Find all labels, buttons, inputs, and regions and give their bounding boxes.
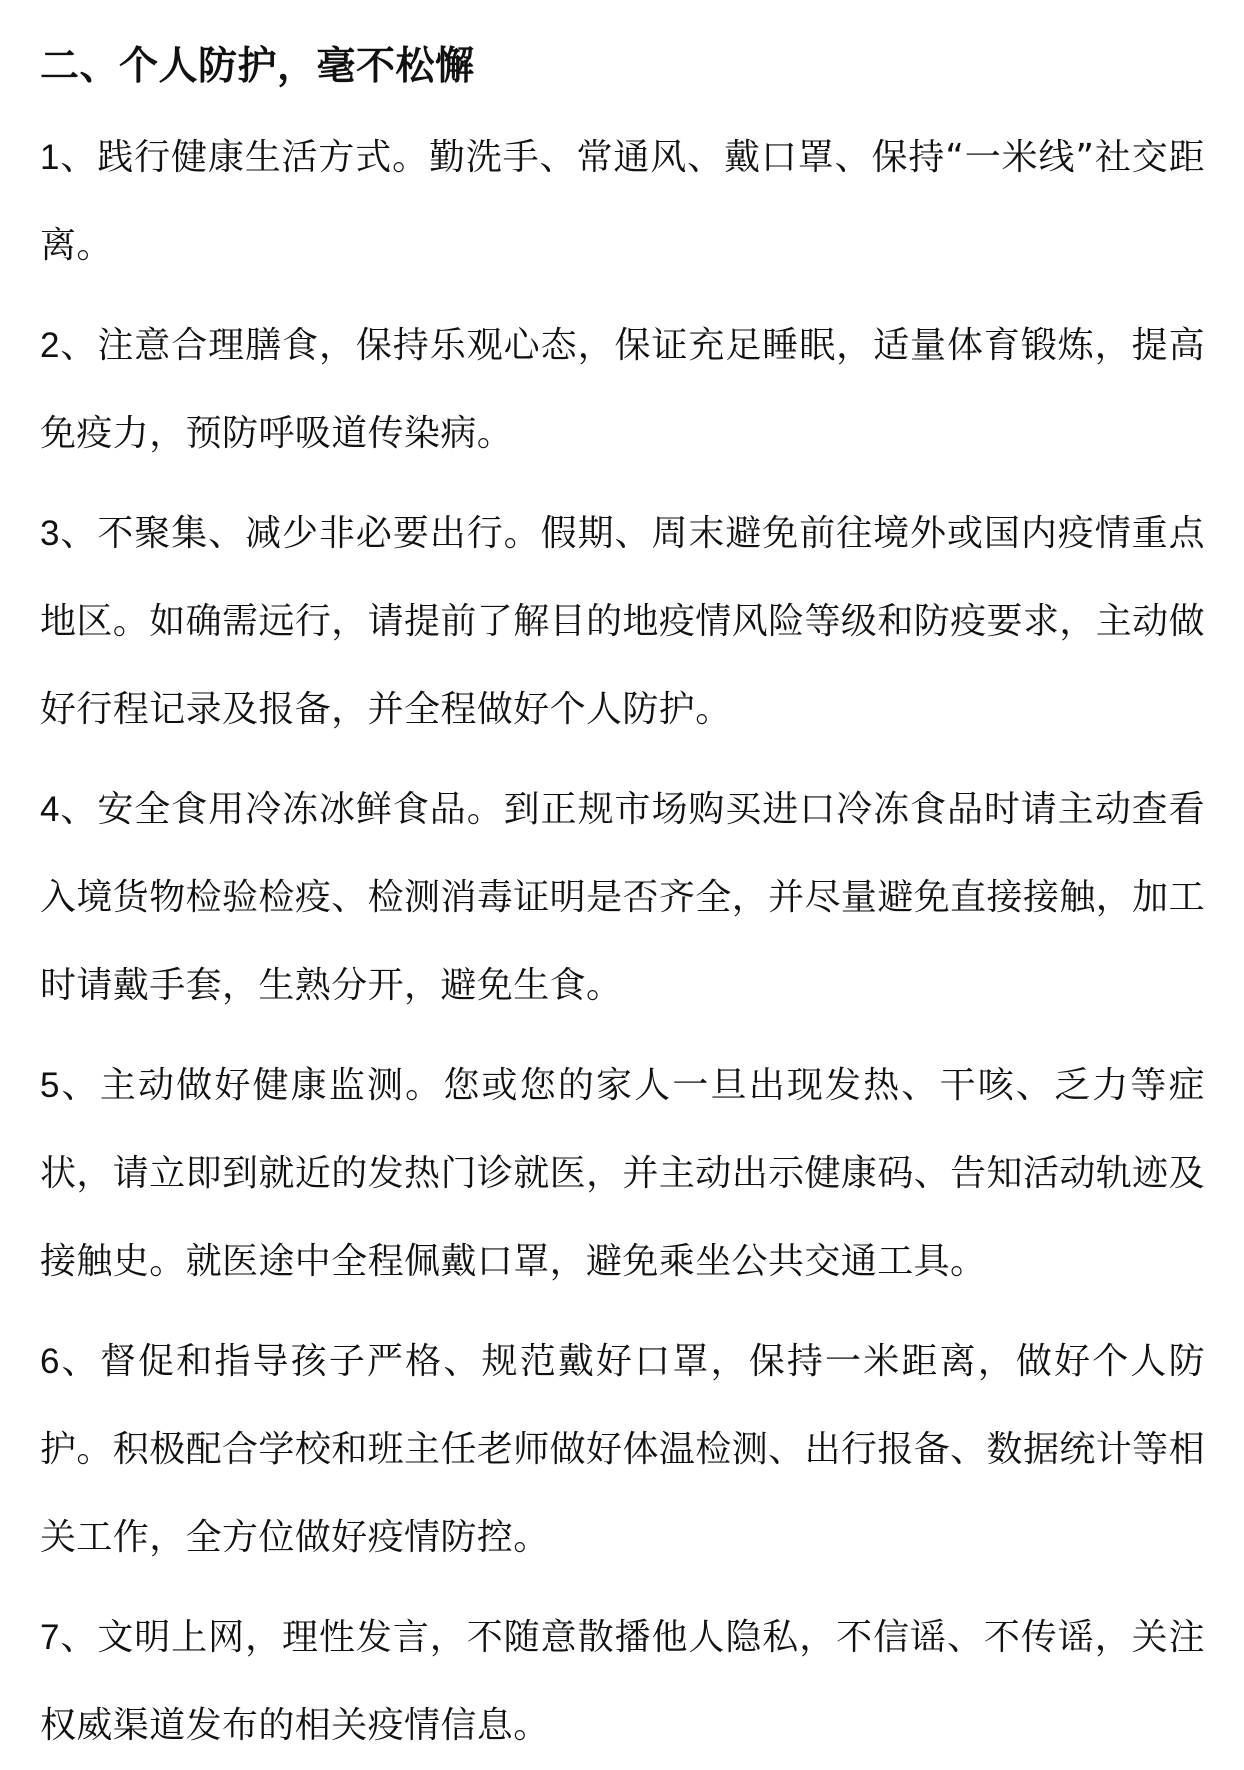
item-1-number: 1: [40, 138, 60, 177]
item-3-number: 3: [40, 514, 60, 553]
item-6-number: 6: [40, 1342, 60, 1381]
item-5: [40, 1042, 1205, 1306]
item-5-number: 5: [40, 1066, 60, 1105]
item-3: [40, 490, 1205, 754]
item-2-text: 、注意合理膳食，保持乐观心态，保证充足睡眠，适量体育锻炼，提高免疫力，预防呼吸道传染病。: [40, 325, 1205, 454]
item-7-text: 、文明上网，理性发言，不随意散播他人隐私，不信谣、不传谣，关注权威渠道发布的相关疫情信息。: [40, 1617, 1205, 1746]
item-4-text: 、安全食用冷冻冰鲜食品。到正规市场购买进口冷冻食品时请主动查看入境货物检验检疫、检测消毒证明是否齐全，并尽量避免直接接触，加工时请戴手套，生熟分开，避免生食。: [40, 789, 1205, 1006]
item-6-text: 、督促和指导孩子严格、规范戴好口罩，保持一米距离，做好个人防护。积极配合学校和班主任老师做好体温检测、出行报备、数据统计等相关工作，全方位做好疫情防控。: [40, 1341, 1205, 1558]
item-4-number: 4: [40, 790, 60, 829]
item-6: [40, 1318, 1205, 1582]
item-4: [40, 766, 1205, 1030]
item-7: [40, 1594, 1205, 1770]
item-2: [40, 302, 1205, 478]
section-title: 二、个人防护，毫不松懈: [40, 44, 475, 89]
item-1-text: 、践行健康生活方式。勤洗手、常通风、戴口罩、保持“一米线”社交距离。: [40, 137, 1205, 266]
item-7-number: 7: [40, 1618, 60, 1657]
item-1: [40, 114, 1205, 290]
item-5-text: 、主动做好健康监测。您或您的家人一旦出现发热、干咳、乏力等症状，请立即到就近的发热门诊就医，并主动出示健康码、告知活动轨迹及接触史。就医途中全程佩戴口罩，避免乘坐公共交通工具。: [40, 1065, 1205, 1282]
item-2-number: 2: [40, 326, 60, 365]
personal-protection-section: [40, 32, 1205, 1770]
item-3-text: 、不聚集、减少非必要出行。假期、周末避免前往境外或国内疫情重点地区。如确需远行，请提前了解目的地疫情风险等级和防疫要求，主动做好行程记录及报备，并全程做好个人防护。: [40, 513, 1205, 730]
